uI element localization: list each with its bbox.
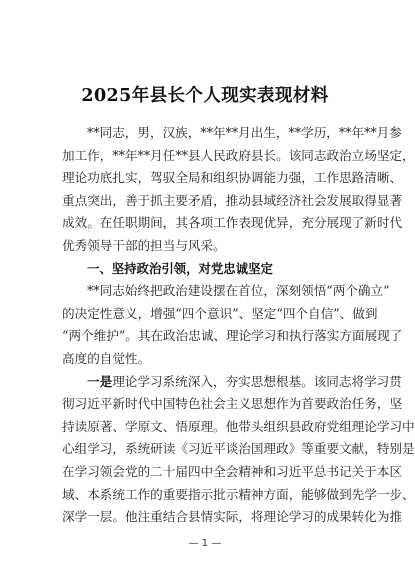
paragraph-line: 深学一层。他注重结合县情实际，将理论学习的成果转化为推 <box>62 509 403 525</box>
intro-line: 成效。在任职期间，其各项工作表现优异，充分展现了新时代 <box>62 215 403 231</box>
section-line: “两个维护”。其在政治忠诚、理论学习和执行落实方面展现了 <box>62 328 403 344</box>
intro-line: 重点突出，善于抓主要矛盾，推动县域经济社会发展取得显著 <box>62 192 403 208</box>
intro-line: **同志，男，汉族，**年**月出生，**学历，**年**月参 <box>87 125 402 140</box>
document-body <box>62 122 415 529</box>
section-line: 高度的自觉性。 <box>62 350 151 366</box>
section-heading: 一、坚持政治引领，对党忠诚坚定 <box>87 260 273 276</box>
page-number: — 1 — <box>188 538 222 549</box>
intro-line: 优秀领导干部的担当与风采。 <box>62 237 226 253</box>
paragraph-line: 域、本系统工作的重要指示批示精神方面，能够做到先学一步、 <box>62 486 415 502</box>
paragraph-line: 彻习近平新时代中国特色社会主义思想作为首要政治任务，坚 <box>62 396 403 412</box>
intro-line: 加工作，**年**月任**县人民政府县长。该同志政治立场坚定， <box>62 147 415 163</box>
document-title: 2025年县长个人现实表现材料 <box>81 86 329 106</box>
section-line: 的决定性意义，增强“四个意识”、坚定“四个自信”、做到 <box>62 305 378 321</box>
paragraph-first-line <box>62 371 402 394</box>
paragraph-lead: 一是 <box>87 373 113 389</box>
section-line: **同志始终把政治建设摆在首位，深刻领悟“两个确立” <box>87 283 390 299</box>
paragraph-line: 心组学习，系统研读《习近平谈治国理政》等重要文献，特别是 <box>62 441 415 457</box>
intro-line: 理论功底扎实，驾驭全局和组织协调能力强，工作思路清晰、 <box>62 170 403 186</box>
paragraph-lead-rest: 理论学习系统深入，夯实思想根基。该同志将学习贯 <box>112 373 402 389</box>
paragraph-line: 持读原著、学原文、悟原理。他带头组织县政府党组理论学习中 <box>62 418 415 434</box>
paragraph-line: 在学习领会党的二十届四中全会精神和习近平总书记关于本区 <box>62 463 403 479</box>
